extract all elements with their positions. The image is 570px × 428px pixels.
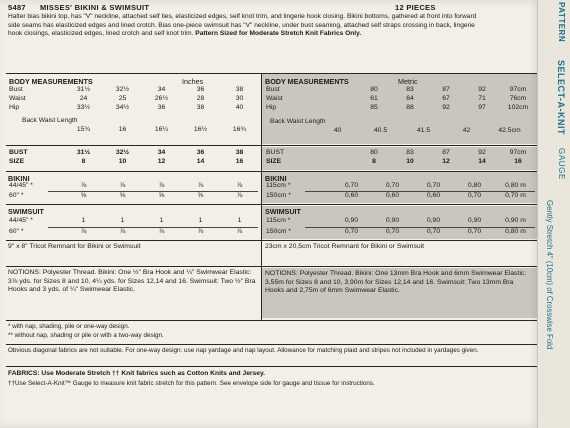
- imperial-bikini-row-value: ⅝: [119, 192, 126, 199]
- metric-bikini-row-value: 0,80 m: [505, 182, 526, 189]
- imperial-row: [9, 86, 259, 94]
- imperial-bikini-row-value: ⅝: [80, 192, 87, 199]
- imperial-bikini-row-label: 60" *: [9, 192, 24, 199]
- imperial-row-value: 36: [196, 86, 205, 93]
- metric-heading: BODY MEASUREMENTS: [265, 77, 349, 86]
- imperial-back-waist-value: 16¾: [232, 126, 247, 133]
- metric-back-waist-value: 40.5: [373, 127, 388, 134]
- imperial-swimsuit-row-value: ⅞: [158, 228, 165, 235]
- footnote-no-nap: ** without nap, shading or pile or with a two-way design.: [8, 332, 164, 339]
- imperial-size-value: 10: [118, 158, 127, 165]
- imperial-back-waist-value: 15¾: [76, 126, 91, 133]
- metric-unit: Metric: [398, 77, 418, 86]
- spacer: [9, 126, 64, 134]
- imperial-bust-value: 38: [235, 149, 244, 156]
- metric-swimsuit-row-label: 115cm *: [266, 217, 291, 224]
- imperial-bikini-row-value: ⅞: [119, 182, 126, 189]
- imperial-unit: Inches: [182, 77, 204, 86]
- strip-gently-stretch: Gently Stretch 4" (10cm) of Crosswise Fold: [545, 200, 554, 350]
- imperial-swimsuit-row-value: ⅞: [236, 228, 243, 235]
- imperial-swimsuit-row-label: 44/45" *: [9, 217, 33, 224]
- imperial-row-label: Hip: [9, 103, 20, 111]
- imperial-bikini-row-value: ⅞: [197, 182, 204, 189]
- imperial-row-value: 24: [79, 94, 88, 102]
- metric-size: [266, 158, 536, 166]
- metric-back-waist-value: 42.5cm: [498, 127, 521, 134]
- select-a-knit-strip: [537, 0, 570, 428]
- metric-bust: [266, 149, 536, 157]
- metric-swimsuit-row-value: 0,90: [344, 217, 359, 224]
- imperial-bikini-row-value: ⅝: [197, 192, 204, 199]
- metric-back-waist: [266, 127, 531, 135]
- imperial-row-value: 30: [235, 94, 244, 102]
- rule-size: [6, 145, 537, 146]
- gauge-note: ††Use Select-A-Knit™ Gauge to measure knit fabric stretch for this pattern. See envelope side for gauge and tissue for instructions.: [8, 380, 375, 387]
- rule-top: [6, 73, 537, 74]
- imperial-bust-value: 32½: [115, 149, 130, 156]
- imperial-row-value: 36: [157, 103, 166, 111]
- metric-row-value: 102cm: [507, 103, 529, 111]
- metric-bikini-row-label: 150cm *: [266, 192, 291, 199]
- imperial-back-waist-value: 16½: [193, 126, 208, 133]
- metric-swimsuit-row-value: 0,90 m: [505, 217, 526, 224]
- metric-row-value: 85: [370, 103, 378, 111]
- metric-row: [266, 86, 536, 94]
- metric-swimsuit-row-value: 0,90: [385, 217, 400, 224]
- metric-swimsuit-row-value: 0,70: [344, 228, 359, 235]
- strip-brand: SELECT-A-KNIT: [556, 60, 566, 135]
- metric-back-waist-value: 41.5: [416, 127, 431, 134]
- imperial-row: [9, 104, 259, 112]
- metric-size-value: 12: [442, 158, 450, 165]
- metric-row-value: 97cm: [509, 86, 527, 93]
- imperial-row-value: 28: [196, 94, 205, 102]
- metric-row-value: 80: [370, 86, 378, 93]
- metric-swimsuit-row-value: 0,70: [467, 228, 482, 235]
- metric-back-waist-value: 40: [333, 127, 342, 134]
- metric-swimsuit-row-value: 0,90: [426, 217, 441, 224]
- metric-bikini-row-value: 0,60: [385, 192, 400, 199]
- imperial-row-value: 31½: [76, 86, 91, 93]
- metric-back-waist-value: 42: [462, 127, 471, 134]
- imperial-bust-value: 34: [157, 149, 166, 156]
- pattern-pieces: 12 PIECES: [395, 3, 436, 12]
- imperial-swimsuit-row-value: 1: [81, 217, 86, 224]
- metric-bikini-row-value: 0,60: [344, 192, 359, 199]
- metric-row-value: 92: [442, 103, 450, 111]
- metric-row-value: 87: [442, 86, 450, 93]
- metric-bikini-row-value: 0,60: [426, 192, 441, 199]
- metric-row: [266, 95, 536, 103]
- imperial-size-value: 8: [81, 158, 86, 165]
- metric-bust-value: 92: [478, 149, 486, 156]
- strip-gauge: GAUGE: [557, 148, 566, 180]
- footnote-nap: * with nap, shading, pile or one-way design.: [8, 323, 130, 330]
- metric-size-value: 16: [514, 158, 522, 165]
- metric-swimsuit-row: [266, 217, 536, 225]
- rule-notions: [6, 266, 537, 267]
- imperial-heading: BODY MEASUREMENTS: [9, 77, 93, 86]
- imperial-row-value: 34: [157, 86, 166, 93]
- imperial-back-waist-value: 16¼: [154, 126, 169, 133]
- metric-swimsuit-row-value: 0,70: [385, 228, 400, 235]
- metric-bust-value: 97cm: [509, 149, 527, 156]
- imperial-size: [9, 158, 259, 166]
- imperial-row-value: 38: [196, 103, 205, 111]
- pattern-number: 5487: [8, 3, 26, 12]
- description-text: Halter bias bikini top, has "V" neckline, attached self ties, elasticized edges, self knot trim, and lingerie hook closing. Bikini bottoms, gathered at front into forward side seams has elasticized edges and lined crotch. Bias one-piece swimsuit has "V" neckline, under bust seaming, attached self straps crossing in back, lingerie hook closings, elasticized edges, lined crotch and self knot trim.: [8, 13, 477, 38]
- metric-bikini-row-value: 0,70: [385, 182, 400, 189]
- description: [8, 13, 478, 39]
- diagonal-note: Obvious diagonal fabrics are not suitable. For one-way design: use nap yardage and nap layout. Allowance for matching plaid and stripes not included in yardages given.: [8, 347, 479, 354]
- imperial-back-waist: [9, 126, 259, 134]
- metric-swimsuit-row-value: 0,70: [426, 228, 441, 235]
- imperial-swimsuit-row-value: ⅞: [197, 228, 204, 235]
- imperial-size-value: 12: [157, 158, 166, 165]
- imperial-swimsuit-row: [9, 228, 259, 236]
- metric-row-value: 64: [406, 94, 414, 102]
- imperial-bust-value: 31½: [76, 149, 91, 156]
- imperial-swimsuit-row-value: ⅞: [80, 228, 87, 235]
- imperial-bikini-row-value: ⅞: [158, 182, 165, 189]
- metric-swimsuit-row: [266, 228, 536, 236]
- pattern-title: MISSES' BIKINI & SWIMSUIT: [40, 3, 150, 12]
- imperial-swimsuit-row-value: 1: [198, 217, 203, 224]
- rule-swimsuit: [6, 204, 537, 205]
- metric-row-value: 83: [406, 86, 414, 93]
- imperial-row-label: Bust: [9, 86, 23, 93]
- metric-row-value: 61: [370, 94, 378, 102]
- imperial-row-value: 38: [235, 86, 244, 93]
- imperial-swimsuit-row-value: 1: [120, 217, 125, 224]
- metric-bikini-row: [266, 182, 536, 190]
- rule-bikini: [6, 171, 537, 172]
- metric-bikini-label: BIKINI: [265, 174, 287, 183]
- metric-swimsuit-row-label: 150cm *: [266, 228, 291, 235]
- imperial-bikini-row-value: ⅞: [80, 182, 87, 189]
- metric-row-value: 71: [478, 94, 486, 102]
- metric-row-value: 97: [478, 103, 486, 111]
- metric-bust-value: 80: [370, 149, 378, 156]
- imperial-row-value: 25: [118, 94, 127, 102]
- fabrics-note: FABRICS: Use Moderate Stretch †† Knit fabrics such as Cotton Knits and Jersey.: [8, 370, 266, 377]
- metric-bust-value: 83: [406, 149, 414, 156]
- imperial-bikini-row-label: 44/45" *: [9, 182, 33, 189]
- metric-swimsuit-label: SWIMSUIT: [265, 207, 301, 216]
- metric-row-value: 92: [478, 86, 486, 93]
- imperial-row-value: 34½: [115, 103, 130, 111]
- imperial-swimsuit-row: [9, 217, 259, 225]
- metric-notions: NOTIONS: Polyester Thread. Bikini: One 13mm Bra Hook and 6mm Swimwear Elastic: 3,55m for Sizes 8 and 10, 3,90m for Sizes 12,14 and 16. Swimsuit: Two 13mm Bra Hooks and 2,75m of 6mm Swimwear Elastic.: [265, 270, 527, 295]
- metric-bust-label: BUST: [266, 149, 285, 156]
- imperial-bikini-row: [9, 192, 259, 200]
- metric-size-value: 14: [478, 158, 486, 165]
- imperial-row-label: Waist: [9, 94, 26, 102]
- metric-bikini-row: [266, 192, 536, 200]
- metric-back-waist-label: Back Waist Length: [270, 118, 326, 125]
- rule-diagonal: [6, 344, 537, 345]
- metric-bust-value: 87: [442, 149, 450, 156]
- metric-bikini-row-value: 0,70: [426, 182, 441, 189]
- imperial-bust-value: 36: [196, 149, 205, 156]
- metric-size-value: 8: [372, 158, 376, 165]
- imperial-row: [9, 95, 259, 103]
- imperial-back-waist-value: 16: [118, 126, 127, 133]
- metric-swimsuit-row-value: 0,80 m: [505, 228, 526, 235]
- rule-vertical: [261, 73, 262, 320]
- imperial-bikini-label: BIKINI: [8, 174, 30, 183]
- metric-row: [266, 104, 536, 112]
- strip-pattern-text: PATTERN: [557, 2, 566, 43]
- imperial-bikini-row-value: ⅝: [158, 192, 165, 199]
- imperial-swimsuit-row-label: 60" *: [9, 228, 24, 235]
- metric-row-value: 67: [442, 94, 450, 102]
- metric-size-value: 10: [406, 158, 414, 165]
- imperial-notions: NOTIONS: Polyester Thread. Bikini: One ½" Bra Hook and ¼" Swimwear Elastic: 3⅞ yds. for Sizes 8 and 10, 4¼ yds. for Sizes 12,14 and 16. Swimsuit: Two ½" Bra Hooks and 3 yds. of ¼" Swimwear Elastic.: [8, 269, 256, 294]
- metric-row-value: 76cm: [509, 94, 527, 102]
- rule-tricot: [6, 240, 537, 241]
- rule-fabrics: [6, 366, 537, 367]
- imperial-bikini-row-value: ⅞: [236, 192, 243, 199]
- imperial-swimsuit-row-value: 1: [159, 217, 164, 224]
- metric-tricot: 23cm x 20,5cm Tricot Remnant for Bikini or Swimsuit: [265, 243, 425, 250]
- metric-row-label: Waist: [266, 94, 283, 102]
- imperial-row-value: 26½: [154, 94, 169, 102]
- imperial-size-value: 16: [235, 158, 244, 165]
- imperial-row-value: 40: [235, 103, 244, 111]
- metric-bikini-row-value: 0,70: [467, 192, 482, 199]
- metric-bikini-row-label: 115cm *: [266, 182, 291, 189]
- imperial-bust-label: BUST: [9, 149, 28, 156]
- imperial-bikini-row: [9, 182, 259, 190]
- imperial-bust: [9, 149, 259, 157]
- metric-row-value: 88: [406, 103, 414, 111]
- imperial-back-waist-label: Back Waist Length: [22, 117, 78, 124]
- metric-row-label: Hip: [266, 103, 277, 111]
- spacer: [266, 127, 316, 135]
- sized-note: Pattern Sized for Moderate Stretch Knit Fabrics Only.: [195, 30, 362, 38]
- metric-bikini-row-value: 0,70 m: [505, 192, 526, 199]
- imperial-row-value: 32½: [115, 86, 130, 93]
- rule-footnotes: [6, 320, 537, 321]
- metric-size-label: SIZE: [266, 158, 282, 165]
- imperial-swimsuit-row-value: 1: [237, 217, 242, 224]
- imperial-swimsuit-row-value: ⅞: [119, 228, 126, 235]
- imperial-swimsuit-label: SWIMSUIT: [8, 207, 44, 216]
- imperial-size-value: 14: [196, 158, 205, 165]
- metric-bikini-row-value: 0,70: [344, 182, 359, 189]
- imperial-row-value: 33½: [76, 103, 91, 111]
- imperial-bikini-row-value: ⅞: [236, 182, 243, 189]
- metric-bikini-row-value: 0,80: [467, 182, 482, 189]
- imperial-tricot: 9" x 8" Tricot Remnant for Bikini or Swimsuit: [8, 243, 141, 250]
- metric-row-label: Bust: [266, 86, 280, 93]
- imperial-size-label: SIZE: [9, 158, 25, 165]
- metric-swimsuit-row-value: 0,90: [467, 217, 482, 224]
